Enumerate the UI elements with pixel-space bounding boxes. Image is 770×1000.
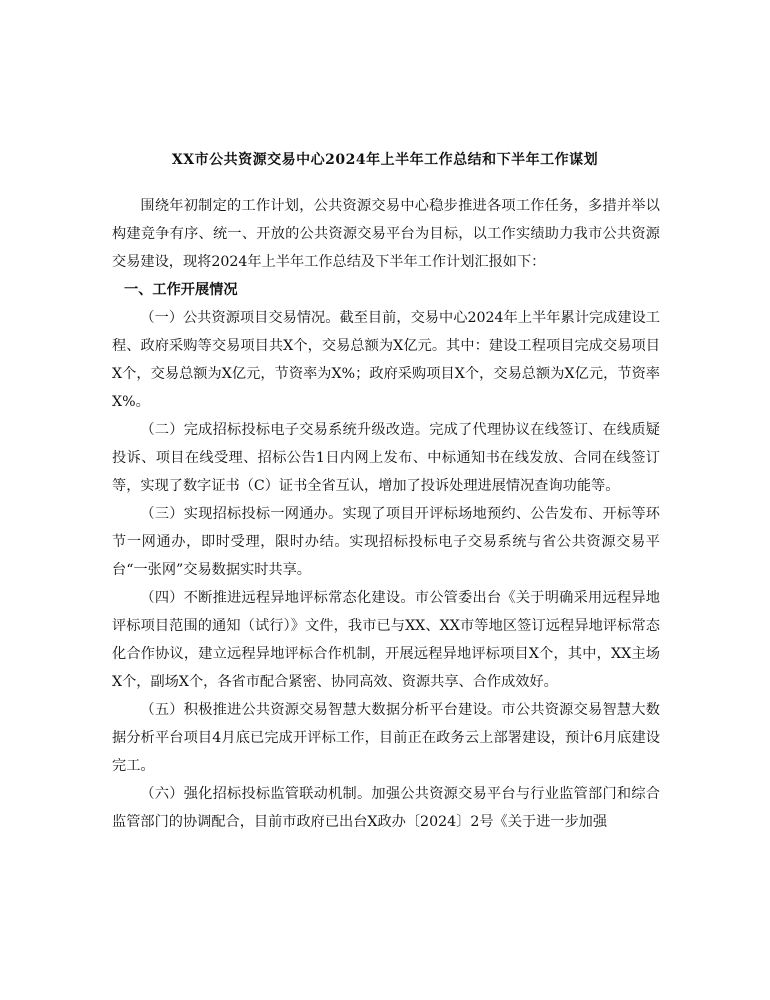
document-body	[112, 192, 660, 836]
document-title: XX市公共资源交易中心2024年上半年工作总结和下半年工作谋划	[171, 152, 599, 168]
section-heading: 一、工作开展情况	[124, 282, 238, 298]
paragraph-1: （一）公共资源项目交易情况。截至目前，交易中心2024年上半年累计完成建设工程、政府采购等交易项目共X个，交易总额为X亿元。其中：建设工程项目完成交易项目X个，交易总额为X亿元，节资率为X%；政府采购项目X个，交易总额为X亿元，节资率X%。	[112, 310, 660, 410]
paragraph-3: （三）实现招标投标一网通办。实现了项目开评标场地预约、公告发布、开标等环节一网通办，即时受理，限时办结。实现招标投标电子交易系统与省公共资源交易平台“一张网”交易数据实时共享。	[112, 506, 660, 578]
paragraph-5: （五）积极推进公共资源交易智慧大数据分析平台建设。市公共资源交易智慧大数据分析平台项目4月底已完成开评标工作，目前正在政务云上部署建设，预计6月底建设完工。	[112, 702, 660, 774]
paragraph-4: （四）不断推进远程异地评标常态化建设。市公管委出台《关于明确采用远程异地评标项目范围的通知（试行）》文件，我市已与XX、XX市等地区签订远程异地评标常态化合作协议，建立远程异地评标合作机制，开展远程异地评标项目X个，其中，XX主场X个，副场X个，各省市配合紧密、协同高效、资源共享、合作成效好。	[112, 590, 660, 690]
intro-paragraph: 围绕年初制定的工作计划，公共资源交易中心稳步推进各项工作任务，多措并举以构建竞争有序、统一、开放的公共资源交易平台为目标，以工作实绩助力我市公共资源交易建设，现将2024年上半年工作总结及下半年工作计划汇报如下：	[112, 198, 660, 270]
paragraph-6: （六）强化招标投标监管联动机制。加强公共资源交易平台与行业监管部门和综合监管部门的协调配合，目前市政府已出台X政办〔2024〕2号《关于进一步加强	[112, 786, 660, 830]
paragraph-2: （二）完成招标投标电子交易系统升级改造。完成了代理协议在线签订、在线质疑投诉、项目在线受理、招标公告1日内网上发布、中标通知书在线发放、合同在线签订等，实现了数字证书（C）证书全省互认，增加了投诉处理进展情况查询功能等。	[112, 422, 660, 494]
